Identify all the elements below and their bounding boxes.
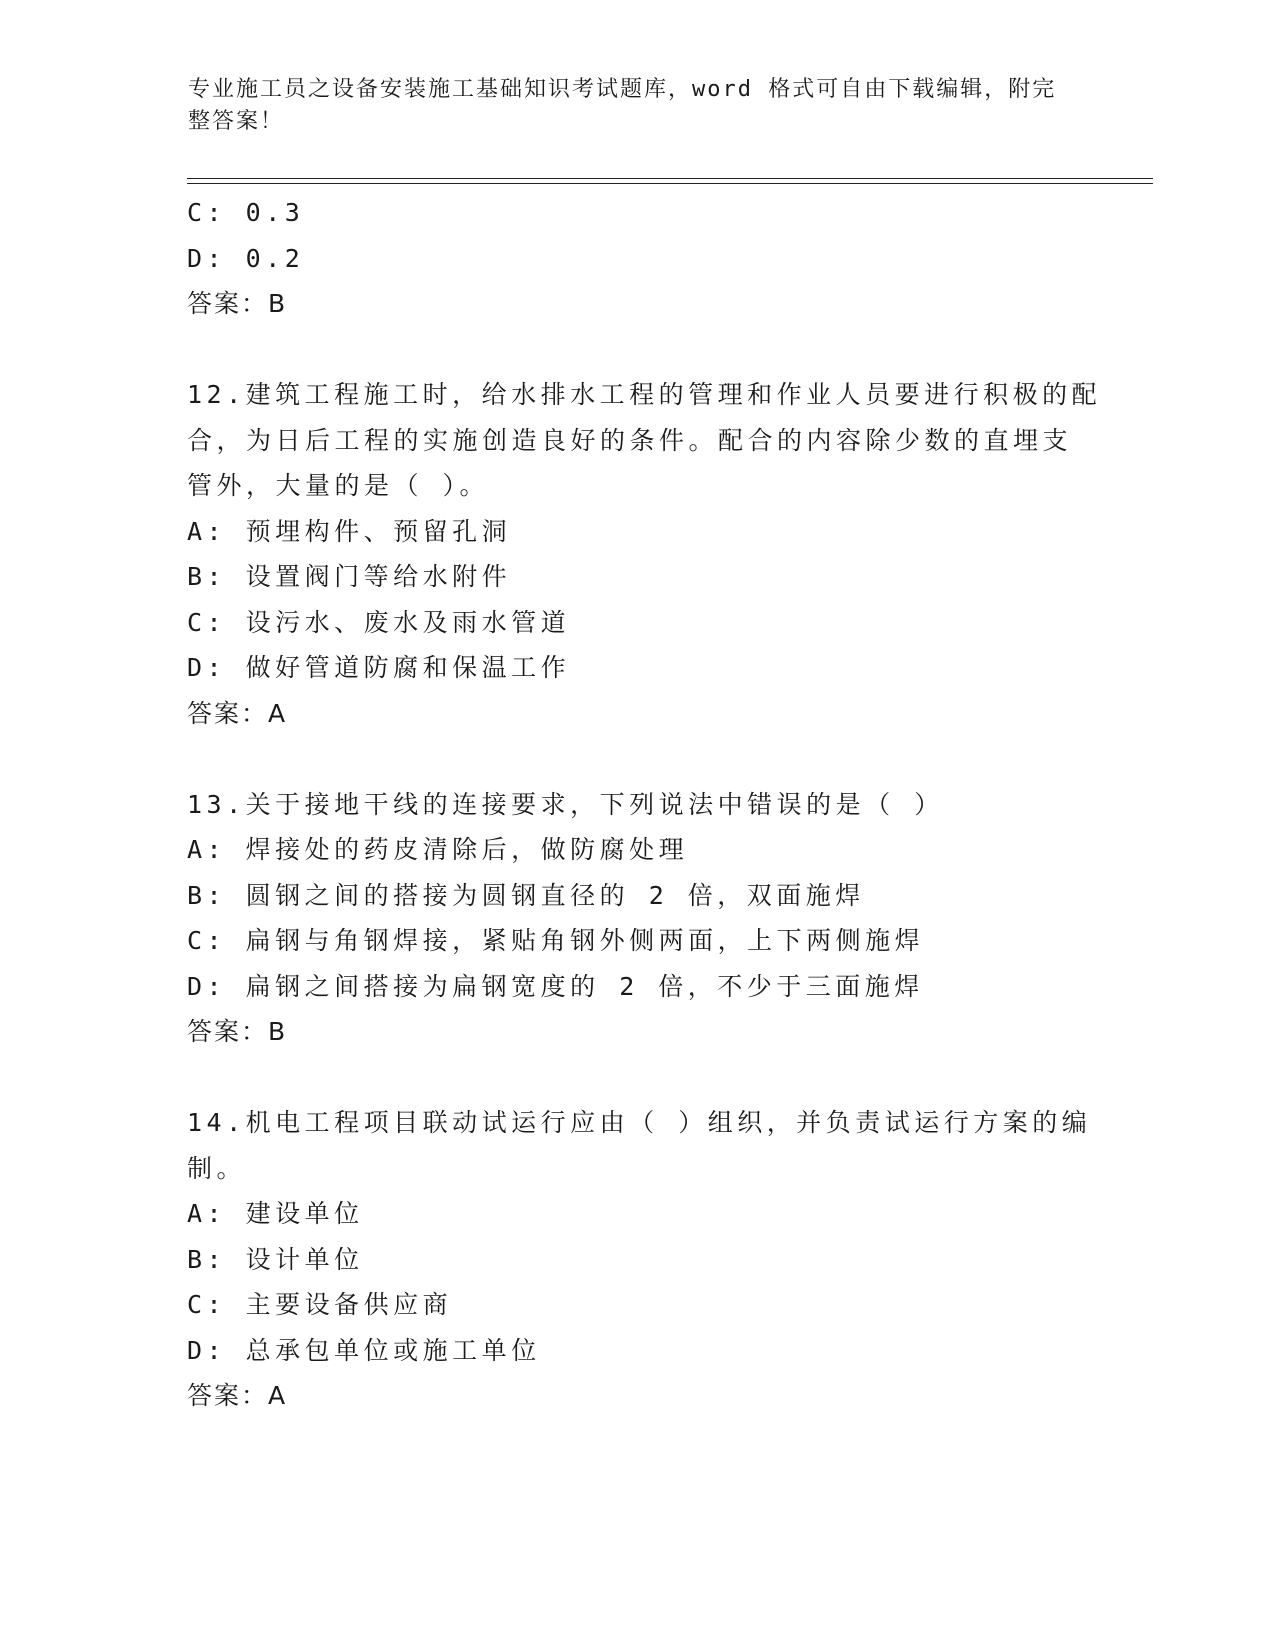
header-line-2: 整答案！ — [188, 109, 285, 134]
question-13 — [187, 782, 1087, 1055]
answer: 答案：A — [187, 1381, 288, 1410]
question-stem-line: 12.建筑工程施工时，给水排水工程的管理和作业人员要进行积极的配 — [187, 380, 1102, 409]
header-divider-top — [187, 178, 1153, 179]
answer: 答案：B — [187, 289, 288, 318]
option-a: A: 建设单位 — [187, 1199, 364, 1228]
option-c: C: 0.3 — [187, 198, 305, 227]
question-stem-line: 制。 — [187, 1153, 247, 1183]
question-stem-line: 13.关于接地干线的连接要求，下列说法中错误的是（ ） — [187, 789, 944, 819]
question-stem-line: 管外，大量的是（ ）。 — [187, 471, 490, 500]
header-line-1: 专业施工员之设备安装施工基础知识考试题库，word 格式可自由下载编辑，附完 — [188, 77, 1057, 102]
option-a: A: 焊接处的药皮清除后，做防腐处理 — [187, 835, 689, 864]
question-stem-line: 合，为日后工程的实施创造良好的条件。配合的内容除少数的直埋支 — [187, 425, 1073, 455]
header-divider-bottom — [187, 183, 1153, 184]
question-list — [187, 190, 1102, 1419]
option-b: B: 设置阀门等给水附件 — [187, 562, 512, 591]
option-c: C: 设污水、废水及雨水管道 — [187, 607, 571, 637]
spacer — [187, 1055, 1087, 1101]
option-c: C: 扁钢与角钢焊接，紧贴角钢外侧两面，上下两侧施焊 — [187, 926, 925, 955]
option-b: B: 圆钢之间的搭接为圆钢直径的 2 倍，双面施焊 — [187, 880, 865, 910]
spacer — [187, 736, 1087, 782]
question-14 — [187, 1100, 1092, 1419]
option-d: D: 0.2 — [187, 243, 305, 273]
option-c: C: 主要设备供应商 — [187, 1290, 453, 1319]
option-d: D: 扁钢之间搭接为扁钢宽度的 2 倍，不少于三面施焊 — [187, 971, 924, 1001]
document-header — [188, 74, 1068, 138]
question-stem-line: 14.机电工程项目联动试运行应由（ ）组织，并负责试运行方案的编 — [187, 1108, 1092, 1137]
option-d: D: 做好管道防腐和保温工作 — [187, 653, 571, 682]
option-d: D: 总承包单位或施工单位 — [187, 1335, 541, 1365]
prev-question-tail — [187, 190, 1087, 327]
option-b: B: 设计单位 — [187, 1244, 364, 1274]
answer: 答案：B — [187, 1017, 288, 1046]
option-a: A: 预埋构件、预留孔洞 — [187, 516, 512, 546]
question-12 — [187, 372, 1102, 736]
answer: 答案：A — [187, 698, 288, 728]
spacer — [187, 327, 1087, 373]
